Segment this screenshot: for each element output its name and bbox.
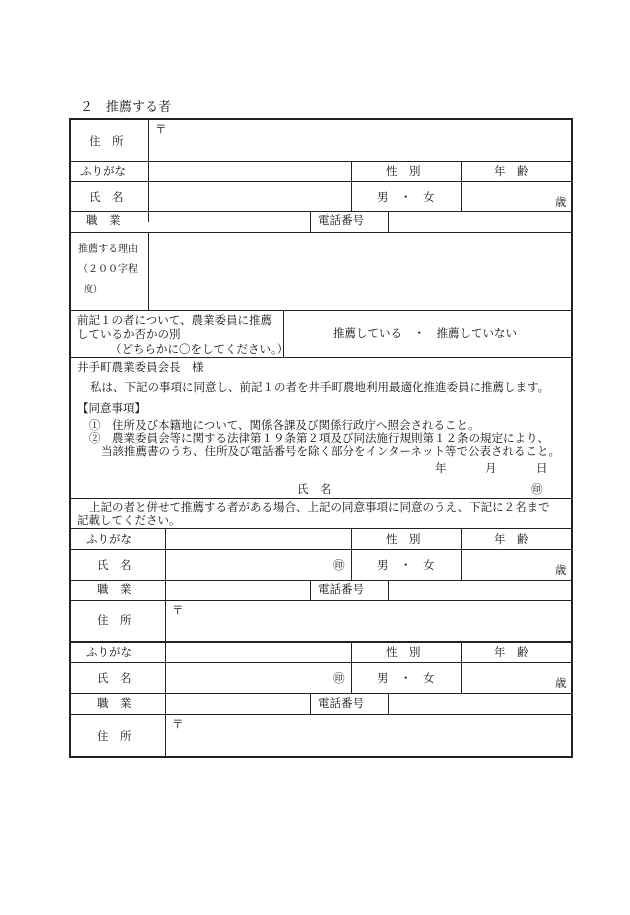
add2-name-field[interactable] xyxy=(167,664,332,691)
address-field[interactable] xyxy=(150,120,570,160)
reason-label-3: 度） xyxy=(84,285,103,295)
add2-name-label: 氏 名 xyxy=(97,671,132,685)
add2-occupation-label: 職 業 xyxy=(97,696,132,710)
add2-age-label: 年 齢 xyxy=(494,645,529,659)
section-title: ２ 推薦する者 xyxy=(80,100,172,115)
add1-sex-options[interactable]: 男 ・ 女 xyxy=(377,558,435,572)
add1-occupation-label: 職 業 xyxy=(97,582,132,596)
add2-address-field[interactable] xyxy=(167,716,570,754)
consent-year: 年 xyxy=(435,461,447,475)
add1-age-label: 年 齢 xyxy=(494,532,529,546)
add2-postal-mark: 〒 xyxy=(172,717,184,731)
phone-field[interactable] xyxy=(390,213,570,231)
consent-items-header: 【同意事項】 xyxy=(77,401,146,415)
reason-label-2: （２００字程 xyxy=(78,264,138,275)
add2-phone-field[interactable] xyxy=(390,695,570,712)
add2-sex-options[interactable]: 男 ・ 女 xyxy=(377,671,435,685)
add1-furigana-field[interactable] xyxy=(167,530,350,548)
sex-options[interactable]: 男 ・ 女 xyxy=(377,190,435,204)
consent-day: 日 xyxy=(536,461,548,475)
committee-options[interactable]: 推薦している ・ 推薦していない xyxy=(333,326,517,340)
add2-seal-mark: ㊞ xyxy=(333,671,345,685)
add2-address-label: 住 所 xyxy=(97,729,132,743)
add1-age-unit: 歳 xyxy=(555,563,567,577)
add2-phone-label: 電話番号 xyxy=(318,696,364,710)
add2-furigana-field[interactable] xyxy=(167,644,350,661)
committee-question-2: しているか否かの別 xyxy=(77,327,181,341)
add1-sex-label: 性 別 xyxy=(386,532,421,546)
add2-age-unit: 歳 xyxy=(555,676,567,690)
add1-phone-field[interactable] xyxy=(390,582,570,599)
phone-label: 電話番号 xyxy=(318,213,364,227)
consent-name-field[interactable] xyxy=(340,480,525,496)
additional-note-2: 記載してください。 xyxy=(77,513,181,527)
consent-name-label: 氏 名 xyxy=(297,482,332,496)
add1-phone-label: 電話番号 xyxy=(318,582,364,596)
add2-sex-label: 性 別 xyxy=(386,645,421,659)
add1-name-field[interactable] xyxy=(167,551,332,578)
sex-label: 性 別 xyxy=(386,164,421,178)
age-unit: 歳 xyxy=(555,195,567,209)
address-label: 住 所 xyxy=(89,134,124,148)
add1-occupation-field[interactable] xyxy=(167,582,308,599)
reason-field[interactable] xyxy=(150,235,570,309)
reason-label-1: 推薦する理由 xyxy=(78,244,138,255)
add2-furigana-label: ふりがな xyxy=(86,645,132,659)
add1-seal-mark: ㊞ xyxy=(333,558,345,572)
consent-item-1: ① 住所及び本籍地について、関係各課及び関係行政庁へ照会されること。 xyxy=(89,418,480,432)
committee-question-1: 前記１の者について、農業委員に推薦 xyxy=(77,313,273,327)
addressee: 井手町農業委員会長 様 xyxy=(77,360,204,374)
consent-item-2-line-2: 当該推薦書のうち、住所及び電話番号を除く部分をインターネット等で公表されること。 xyxy=(101,444,560,458)
add1-postal-mark: 〒 xyxy=(172,603,184,617)
furigana-field[interactable] xyxy=(150,163,350,180)
add1-address-field[interactable] xyxy=(167,602,570,640)
add1-address-label: 住 所 xyxy=(97,613,132,627)
consent-statement: 私は、下記の事項に同意し、前記１の者を井手町農地利用最適化推進委員に推薦します。 xyxy=(90,380,550,394)
age-label: 年 齢 xyxy=(494,164,529,178)
postal-mark: 〒 xyxy=(155,122,167,136)
occupation-label: 職 業 xyxy=(86,213,121,227)
add1-furigana-label: ふりがな xyxy=(86,532,132,546)
name-label: 氏 名 xyxy=(89,190,124,204)
name-field[interactable] xyxy=(150,183,350,209)
add2-occupation-field[interactable] xyxy=(167,695,308,712)
furigana-label: ふりがな xyxy=(80,164,126,178)
add1-name-label: 氏 名 xyxy=(97,558,132,572)
consent-seal-mark: ㊞ xyxy=(531,482,543,496)
consent-month: 月 xyxy=(485,461,497,475)
consent-item-2-line-1: ② 農業委員会等に関する法律第１９条第２項及び同法施行規則第１２条の規定により、 xyxy=(89,431,549,445)
committee-question-note: （どちらかに〇をしてください。） xyxy=(110,342,289,356)
occupation-field[interactable] xyxy=(150,213,308,231)
additional-note-1: 上記の者と併せて推薦する者がある場合、上記の同意事項に同意のうえ、下記に２名まで xyxy=(89,500,550,514)
